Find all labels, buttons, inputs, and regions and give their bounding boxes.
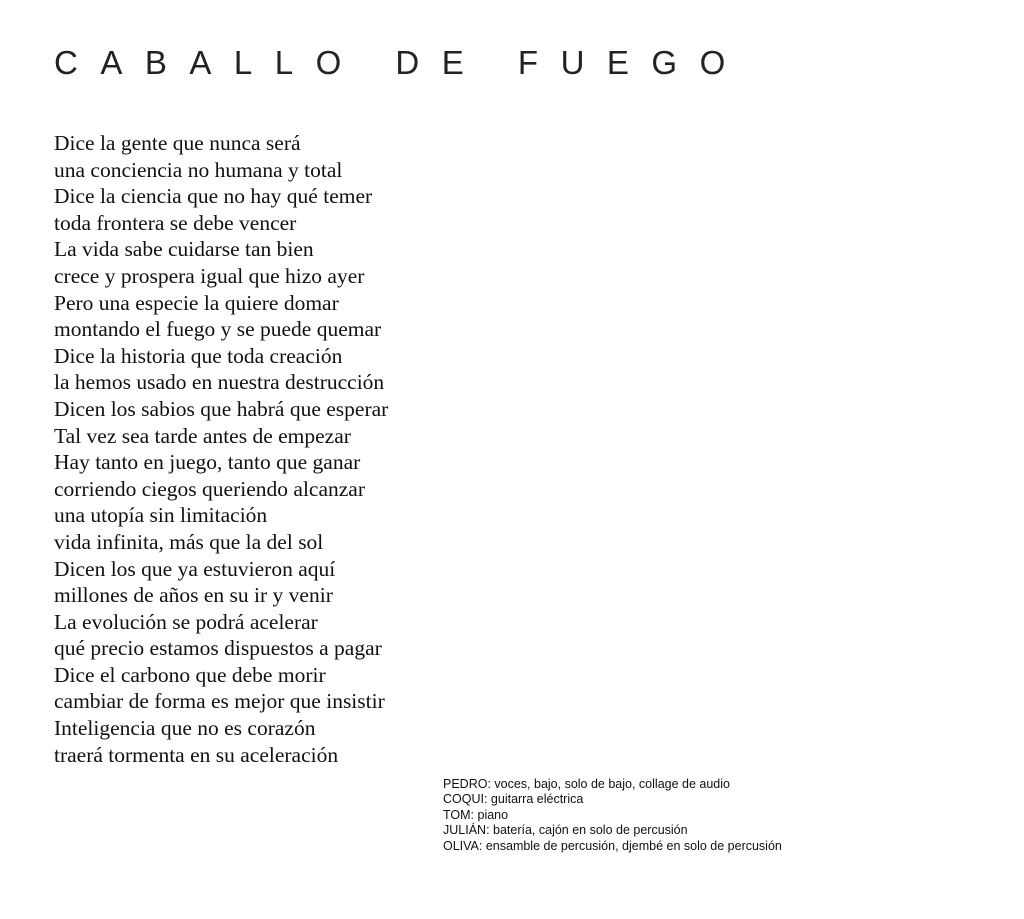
lyric-line: Dice la gente que nunca será	[54, 131, 301, 155]
lyric-line: Dice la ciencia que no hay qué temer	[54, 184, 373, 209]
lyric-line: Hay tanto en juego, tanto que ganar	[54, 450, 361, 475]
lyric-line: la hemos usado en nuestra destrucción	[54, 370, 385, 395]
lyric-line: toda frontera se debe vencer	[54, 210, 297, 235]
lyric-line: una conciencia no humana y total	[54, 157, 343, 182]
lyric-line: vida infinita, más que la del sol	[54, 529, 324, 554]
lyric-line: cambiar de forma es mejor que insistir	[54, 689, 385, 714]
lyric-line: Dice el carbono que debe morir	[54, 662, 326, 687]
lyric-line: La evolución se podrá acelerar	[54, 609, 318, 634]
lyric-line: crece y prospera igual que hizo ayer	[54, 263, 365, 288]
lyric-line: Dicen los sabios que habrá que esperar	[54, 396, 389, 421]
credit-line: JULIÁN: batería, cajón en solo de percusión	[443, 823, 688, 838]
lyric-line: La vida sabe cuidarse tan bien	[54, 237, 314, 262]
lyric-line: montando el fuego y se puede quemar	[54, 317, 382, 342]
lyric-line: millones de años en su ir y venir	[54, 583, 333, 608]
lyric-line: qué precio estamos dispuestos a pagar	[54, 636, 382, 661]
credit-line: OLIVA: ensamble de percusión, djembé en solo de percusión	[443, 838, 782, 853]
lyric-line: una utopía sin limitación	[54, 503, 268, 528]
lyric-line: Pero una especie la quiere domar	[54, 290, 339, 315]
credit-line: COQUI: guitarra eléctrica	[443, 792, 584, 807]
credits-block	[443, 777, 782, 854]
lyric-line: traerá tormenta en su aceleración	[54, 742, 339, 767]
lyrics-block	[54, 130, 388, 768]
lyric-line: Tal vez sea tarde antes de empezar	[54, 423, 351, 448]
lyric-line: Dice la historia que toda creación	[54, 343, 343, 368]
song-title: CABALLO DE FUEGO	[54, 44, 748, 81]
lyric-line: Dicen los que ya estuvieron aquí	[54, 556, 336, 581]
lyric-line: Inteligencia que no es corazón	[54, 716, 316, 741]
lyric-line: corriendo ciegos queriendo alcanzar	[54, 476, 365, 501]
credit-line: TOM: piano	[443, 807, 509, 822]
credit-line: PEDRO: voces, bajo, solo de bajo, collage de audio	[443, 777, 730, 791]
